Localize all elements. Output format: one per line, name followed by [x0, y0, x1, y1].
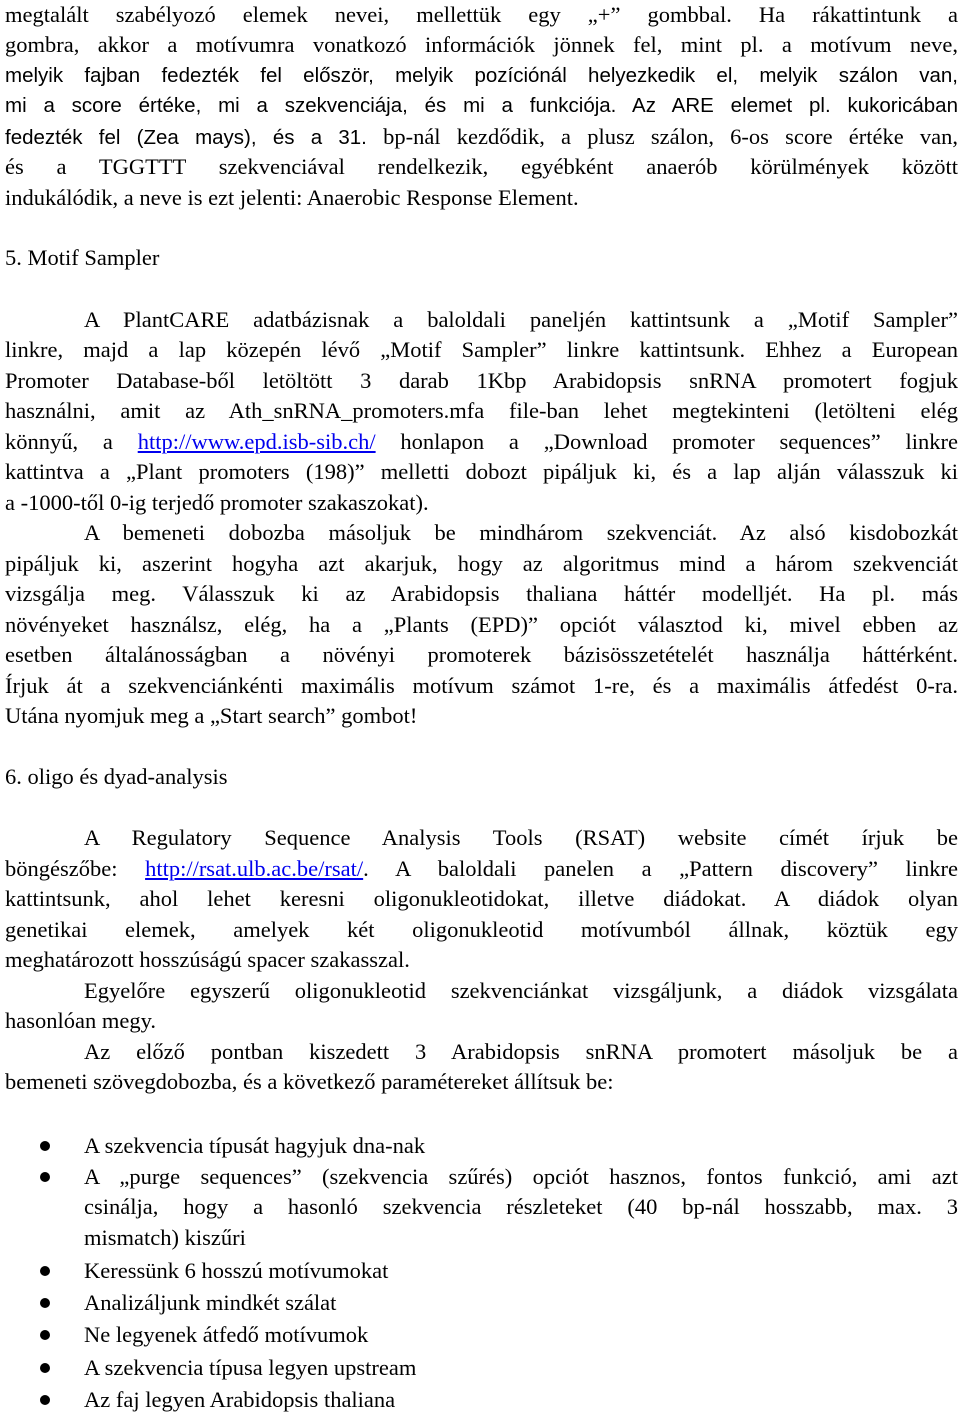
intro-line-5-a: fedezték fel (Zea mays), és a 31. [5, 126, 367, 149]
bullet-item-no-overlap: Ne legyenek átfedő motívumok [84, 1322, 369, 1347]
bullet-item-upstream: A szekvencia típusa legyen upstream [84, 1355, 417, 1380]
s6-p1-line-2-a: böngészőbe: [5, 856, 146, 881]
s5-p2-line-3: vizsgálja meg. Válasszuk ki az Arabidopsis thaliana háttér modelljét. Ha pl. más [5, 581, 958, 606]
bullet-item-motif-length: Keressünk 6 hosszú motívumokat [84, 1258, 389, 1283]
bullet-item-purge-line-1: A „purge sequences” (szekvencia szűrés) opciót hasznos, fontos funkció, ami azt [84, 1164, 958, 1189]
intro-line-3: melyik fajban fedezték fel először, melyik pozíciónál helyezkedik el, melyik szálon van, [5, 64, 958, 87]
s6-p1-line-2-b: . A baloldali panelen a „Pattern discovery” linkre [363, 856, 958, 881]
s6-p1-line-2 [5, 854, 958, 884]
intro-line-5-b: bp-nál kezdődik, a plusz szálon, 6-os score értéke van, [366, 124, 959, 149]
bullet-dot [40, 1363, 50, 1373]
bullet-dot [40, 1330, 50, 1340]
bullet-dot [40, 1298, 50, 1308]
s6-p3-line-2: bemeneti szövegdobozba, és a következő paramétereket állítsuk be: [5, 1069, 614, 1094]
bullet-item-both-strands: Analizáljunk mindkét szálat [84, 1290, 337, 1315]
s5-p2-line-7: Utána nyomjuk meg a „Start search” gombot! [5, 703, 418, 728]
s6-p2-line-1: Egyelőre egyszerű oligonukleotid szekvenciánkat vizsgáljunk, a diádok vizsgálata [84, 978, 958, 1003]
s6-p1-line-5: meghatározott hosszúságú spacer szakasszal. [5, 947, 410, 972]
intro-line-2: gombra, akkor a motívumra vonatkozó információk jönnek fel, mint pl. a motívum neve, [5, 32, 958, 57]
bullet-item-purge-line-2: csinálja, hogy a hasonló szekvencia részleteket (40 bp-nál hosszabb, max. 3 [84, 1194, 958, 1219]
s5-p1-line-3: Promoter Database-ből letöltött 3 darab 1Kbp Arabidopsis snRNA promotert fogjuk [5, 368, 958, 393]
intro-line-6: és a TGGTTT szekvenciával rendelkezik, egyébként anaerób körülmények között [5, 154, 958, 179]
section-6-heading: 6. oligo és dyad-analysis [5, 764, 228, 789]
intro-line-1: megtalált szabélyozó elemek nevei, mellettük egy „+” gombbal. Ha rákattintunk a [5, 2, 958, 27]
s5-p1-line-7: a -1000-től 0-ig terjedő promoter szakaszokat). [5, 490, 429, 515]
s5-p1-line-1: A PlantCARE adatbázisnak a baloldali paneljén kattintsunk a „Motif Sampler” [84, 307, 958, 332]
s5-p2-line-1: A bemeneti dobozba másoljuk be mindhárom szekvenciát. Az alsó kisdobozkát [84, 520, 958, 545]
s5-p1-line-5 [5, 427, 958, 457]
intro-line-7: indukálódik, a neve is ezt jelenti: Anaerobic Response Element. [5, 185, 579, 210]
s5-p1-line-6: kattintva a „Plant promoters (198)” melletti dobozt pipáljuk ki, és a lap alján válasszuk ki [5, 459, 958, 484]
s5-p2-line-4: növényeket használsz, elég, ha a „Plants (EPD)” opciót választod ki, mivel ebben az [5, 612, 958, 637]
s5-p2-line-5: esetben általánosságban a növényi promoterek bázisösszetételét használja háttérként. [5, 642, 958, 667]
intro-line-4: mi a score értéke, mi a szekvenciája, és mi a funkciója. Az ARE elemet pl. kukoricában [5, 94, 958, 117]
s5-p1-line-4: használni, amit az Ath_snRNA_promoters.mfa file-ban lehet megtekinteni (letölteni elég [5, 398, 958, 423]
s5-p2-line-2: pipáljuk ki, aszerint hogyha azt akarjuk, hogy az algoritmus mind a három szekvenciát [5, 551, 958, 576]
s6-p3-line-1: Az előző pontban kiszedett 3 Arabidopsis snRNA promotert másoljuk be a [84, 1039, 958, 1064]
epd-link[interactable]: http://www.epd.isb-sib.ch/ [137, 429, 376, 454]
bullet-dot [40, 1395, 50, 1405]
bullet-dot [40, 1141, 50, 1151]
section-5-heading: 5. Motif Sampler [5, 245, 160, 270]
s6-p1-line-1: A Regulatory Sequence Analysis Tools (RSAT) website címét írjuk be [84, 825, 958, 850]
bullet-item-sequence-type: A szekvencia típusát hagyjuk dna-nak [84, 1133, 426, 1158]
bullet-dot [40, 1266, 50, 1276]
intro-line-5 [5, 122, 958, 152]
s5-p1-line-2: linkre, majd a lap közepén lévő „Motif Sampler” linkre kattintsunk. Ehhez a European [5, 337, 958, 362]
s6-p1-line-3: kattintsunk, ahol lehet keresni oligonukleotidokat, illetve diádokat. A diádok olyan [5, 886, 958, 911]
bullet-item-species: Az faj legyen Arabidopsis thaliana [84, 1387, 396, 1412]
s6-p1-line-4: genetikai elemek, amelyek két oligonukleotid motívumból állnak, köztük egy [5, 917, 958, 942]
rsat-link[interactable]: http://rsat.ulb.ac.be/rsat/ [145, 856, 364, 881]
s5-p1-line-5-a: könnyű, a [5, 429, 138, 454]
bullet-item-purge-line-3: mismatch) kiszűri [84, 1225, 246, 1250]
s5-p2-line-6: Írjuk át a szekvenciánkénti maximális motívum számot 1-re, és a maximális átfedést 0-ra. [5, 673, 958, 698]
bullet-dot [40, 1172, 50, 1182]
s5-p1-line-5-b: honlapon a „Download promoter sequences” linkre [375, 429, 958, 454]
s6-p2-line-2: hasonlóan megy. [5, 1008, 157, 1033]
